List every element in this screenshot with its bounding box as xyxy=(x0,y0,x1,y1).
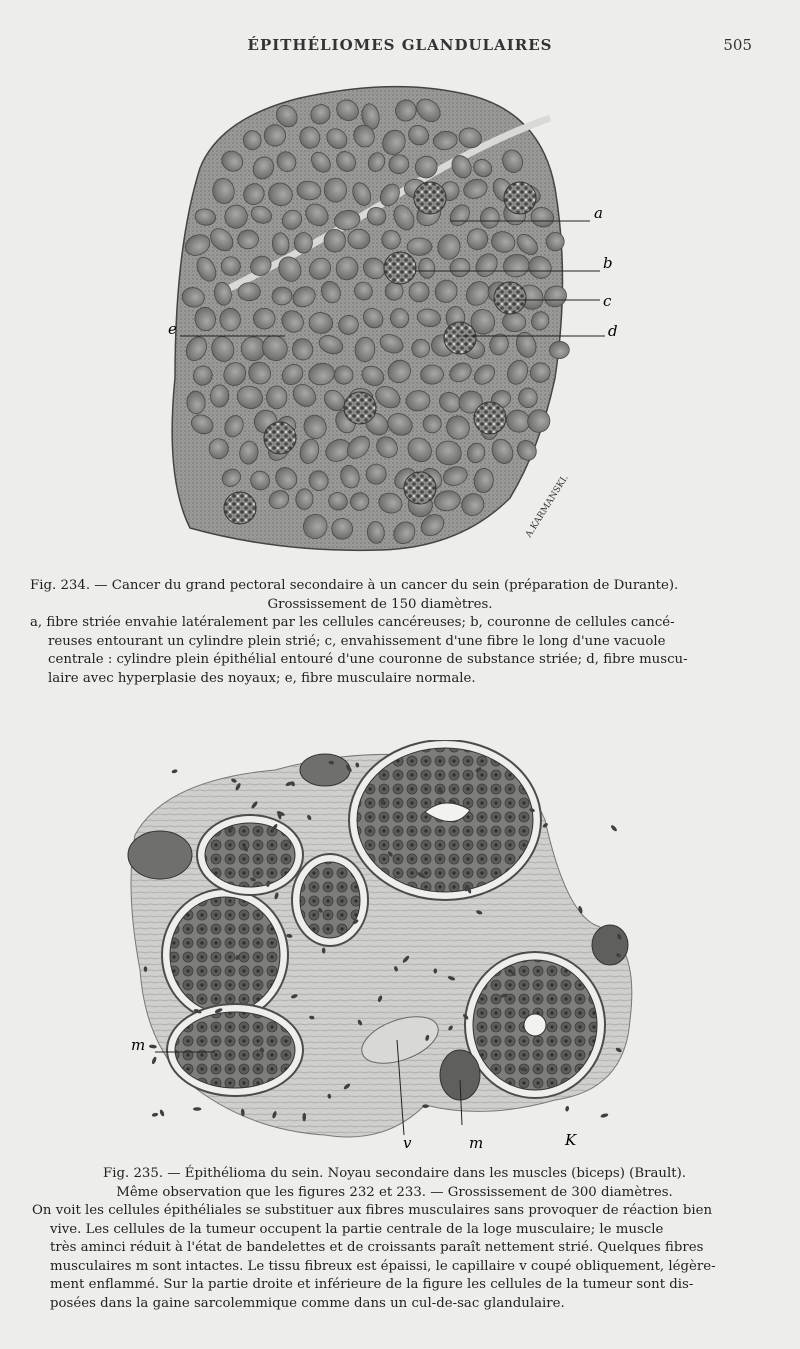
muscle-fiber xyxy=(324,178,346,202)
figure-235-histology-illustration xyxy=(125,740,645,1150)
fibrous-nucleus xyxy=(149,1044,157,1048)
muscle-fiber-m xyxy=(440,1050,480,1100)
caption-235-body-line: très aminci réduit à l'état de bandelettes et de croissants paraît nettement strié. Quelques fibres xyxy=(50,1240,704,1255)
fibrous-nucleus xyxy=(151,1056,157,1065)
cancer-cell-nest xyxy=(444,322,476,354)
cancer-cell-nest xyxy=(344,392,376,424)
label-m-lower: m xyxy=(469,1134,484,1150)
caption-235-body-line: On voit les cellules épithéliales se substituer aux fibres musculaires sans provoquer de réaction bien xyxy=(32,1203,713,1218)
muscle-fiber xyxy=(407,238,432,255)
caption-234-body-line: a, fibre striée envahie latéralement par les cellules cancéreuses; b, couronne de cellules cancé- xyxy=(30,615,675,630)
tumor-cell-nest xyxy=(300,862,360,938)
label-d: d xyxy=(608,322,618,340)
label-e: e xyxy=(168,320,177,338)
tumor-cell-nest xyxy=(175,1012,295,1088)
fibrous-nucleus xyxy=(193,1107,201,1111)
label-c: c xyxy=(603,292,612,310)
caption-235-title: Fig. 235. — Épithélioma du sein. Noyau secondaire dans les muscles (biceps) (Brault). xyxy=(103,1166,686,1181)
caption-235 xyxy=(32,1165,757,1313)
label-b: b xyxy=(603,254,613,272)
cancer-cell-nest xyxy=(474,402,506,434)
page-header xyxy=(0,36,800,58)
tumor-cell-nest xyxy=(205,823,295,887)
running-title: ÉPITHÉLIOMES GLANDULAIRES xyxy=(247,36,553,54)
label-m: m xyxy=(131,1036,146,1054)
fibrous-nucleus xyxy=(565,1106,570,1112)
muscle-fiber xyxy=(324,229,346,252)
caption-235-body-line: ment enflammé. Sur la partie droite et inférieure de la figure les cellules de la tumeur sont dis- xyxy=(50,1277,694,1292)
muscle-fiber xyxy=(592,925,628,965)
muscle-fiber xyxy=(300,754,350,786)
cancer-cell-nest xyxy=(404,472,436,504)
label-a: a xyxy=(594,204,603,222)
muscle-fiber xyxy=(241,337,265,361)
cancer-cell-nest xyxy=(264,422,296,454)
caption-234-body-line: centrale : cylindre plein épithélial entouré d'une couronne de substance striée; d, fibre muscu- xyxy=(48,652,688,667)
label-K: K xyxy=(565,1131,577,1149)
cancer-cell-nest xyxy=(384,252,416,284)
muscle-fiber xyxy=(546,232,564,251)
caption-234 xyxy=(30,577,730,688)
fibrous-nucleus xyxy=(600,1113,609,1119)
cancer-cell-nest xyxy=(414,182,446,214)
caption-234-magnification: Grossissement de 150 diamètres. xyxy=(267,596,493,612)
muscle-fiber xyxy=(421,365,444,384)
cancer-cell-nest xyxy=(494,282,526,314)
caption-234-body-line: reuses entourant un cylindre plein strié; c, envahissement d'une fibre le long d'une vacuole xyxy=(48,633,666,649)
tumor-cell-nest xyxy=(170,897,280,1013)
artist-signature: A.KARMANSKI. xyxy=(524,473,571,540)
muscle-fiber xyxy=(238,283,260,301)
caption-235-body-line: vive. Les cellules de la tumeur occupent la partie centrale de la loge musculaire; le muscle xyxy=(50,1221,664,1237)
muscle-fiber xyxy=(128,831,192,879)
caption-234-body-line: laire avec hyperplasie des noyaux; e, fibre musculaire normale. xyxy=(48,670,476,686)
caption-235-subtitle: Même observation que les figures 232 et 233. — Grossissement de 300 diamètres. xyxy=(116,1184,673,1200)
muscle-fiber xyxy=(209,438,229,459)
glandular-lumen xyxy=(524,1014,546,1036)
page-number: 505 xyxy=(723,36,752,54)
caption-235-body-line: musculaires m sont intactes. Le tissu fibreux est épaissi, le capillaire v coupé obliquement, légère- xyxy=(50,1258,716,1274)
fibrous-nucleus xyxy=(151,1112,158,1117)
cancer-cell-nest xyxy=(224,492,256,524)
figure-234-histology-illustration xyxy=(160,78,620,558)
label-v: v xyxy=(403,1134,412,1150)
fibrous-nucleus xyxy=(159,1109,165,1117)
caption-234-title: Fig. 234. — Cancer du grand pectoral secondaire à un cancer du sein (préparation de Durante). xyxy=(30,578,679,593)
fibrous-nucleus xyxy=(610,824,618,832)
caption-235-body-line: posées dans la gaine sarcolemmique comme dans un cul-de-sac glandulaire. xyxy=(50,1295,565,1311)
muscle-fiber xyxy=(518,388,537,408)
muscle-fiber xyxy=(348,229,370,249)
cancer-cell-nest xyxy=(504,182,536,214)
fibrous-nucleus xyxy=(171,769,178,774)
